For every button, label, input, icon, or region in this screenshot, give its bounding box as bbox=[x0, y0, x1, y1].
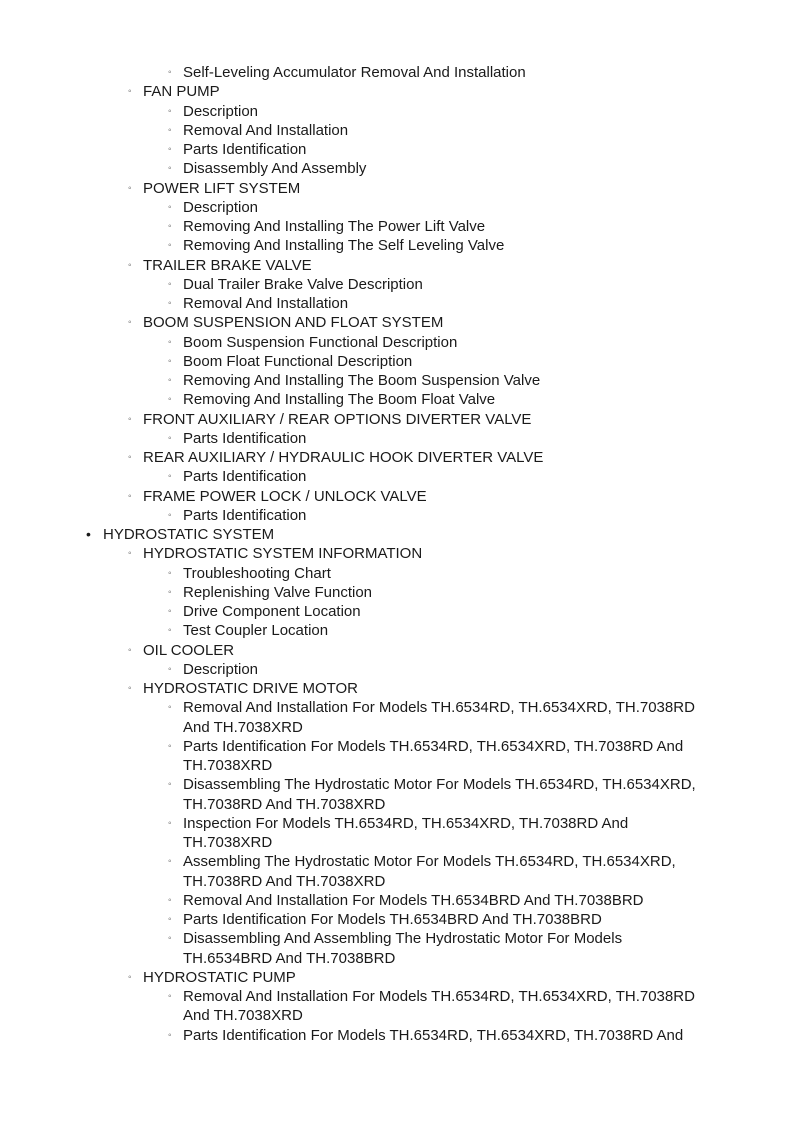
bullet-icon: ◦ bbox=[128, 490, 132, 502]
toc-entry-text: Dual Trailer Brake Valve Description bbox=[183, 275, 423, 293]
toc-subsection-item bbox=[0, 448, 794, 467]
bullet-icon: ◦ bbox=[168, 740, 172, 752]
toc-entry-text: Removal And Installation bbox=[183, 121, 349, 139]
bullet-icon: ◦ bbox=[168, 933, 172, 945]
toc-topic-item bbox=[0, 121, 794, 140]
bullet-icon: ◦ bbox=[128, 452, 132, 463]
toc-entry-text: HYDROSTATIC DRIVE MOTOR bbox=[143, 680, 359, 697]
toc-entry-text: REAR AUXILIARY / HYDRAULIC HOOK DIVERTER VALVE bbox=[143, 449, 544, 466]
bullet-icon: • bbox=[86, 526, 91, 542]
bullet-icon: ◦ bbox=[168, 991, 172, 1002]
toc-section-item bbox=[0, 525, 794, 544]
toc-entry-text: Assembling The Hydrostatic Motor For Models TH.6534RD, TH.6534XRD, bbox=[183, 853, 676, 871]
bullet-icon: ◦ bbox=[168, 1029, 172, 1041]
toc-entry-text: Boom Float Functional Description bbox=[183, 352, 413, 370]
toc-subsection-item bbox=[0, 968, 794, 987]
toc-topic-item bbox=[0, 217, 794, 236]
toc-entry-text-continued: TH.6534BRD And TH.7038BRD bbox=[183, 949, 396, 967]
toc-topic-item bbox=[0, 564, 794, 583]
toc-topic-item bbox=[0, 737, 794, 776]
toc-topic-item bbox=[0, 63, 794, 82]
toc-entry-text: FAN PUMP bbox=[143, 83, 220, 101]
bullet-icon: ◦ bbox=[168, 278, 172, 290]
toc-entry-text-continued: TH.7038RD And TH.7038XRD bbox=[183, 795, 386, 813]
toc-entry-text-continued: And TH.7038XRD bbox=[183, 1007, 303, 1025]
toc-subsection-item bbox=[0, 410, 794, 429]
toc-entry-text: FRAME POWER LOCK / UNLOCK VALVE bbox=[143, 487, 427, 505]
bullet-icon: ◦ bbox=[128, 644, 132, 656]
toc-entry-text: FRONT AUXILIARY / REAR OPTIONS DIVERTER VALVE bbox=[143, 410, 532, 428]
bullet-icon: ◦ bbox=[168, 567, 172, 579]
bullet-icon: ◦ bbox=[168, 163, 172, 175]
toc-entry-text: Parts Identification For Models TH.6534BRD And TH.7038BRD bbox=[183, 911, 602, 928]
toc-entry-text: Disassembling And Assembling The Hydrostatic Motor For Models bbox=[183, 930, 623, 948]
bullet-icon: ◦ bbox=[168, 355, 172, 367]
toc-entry-text: Description bbox=[183, 102, 259, 120]
bullet-icon: ◦ bbox=[168, 201, 172, 213]
toc-entry-text: Drive Component Location bbox=[183, 603, 361, 620]
bullet-icon: ◦ bbox=[168, 240, 172, 252]
toc-topic-item bbox=[0, 467, 794, 486]
bullet-icon: ◦ bbox=[168, 856, 172, 868]
toc-entry-text-continued: TH.7038XRD bbox=[183, 834, 273, 851]
bullet-icon: ◦ bbox=[168, 298, 172, 309]
toc-subsection-item bbox=[0, 641, 794, 660]
bullet-icon: ◦ bbox=[128, 971, 132, 983]
toc-entry-text: Removal And Installation For Models TH.6534RD, TH.6534XRD, TH.7038RD bbox=[183, 699, 695, 717]
toc-entry-text-continued: TH.7038RD And TH.7038XRD bbox=[183, 872, 386, 890]
toc-topic-item bbox=[0, 1026, 794, 1045]
toc-topic-item bbox=[0, 698, 794, 737]
toc-topic-item bbox=[0, 140, 794, 159]
toc-entry-text: Removing And Installing The Power Lift Valve bbox=[183, 218, 486, 235]
toc-entry-text: HYDROSTATIC SYSTEM bbox=[103, 526, 275, 543]
toc-entry-text: Replenishing Valve Function bbox=[183, 583, 373, 601]
toc-topic-item bbox=[0, 236, 794, 255]
toc-topic-item bbox=[0, 929, 794, 968]
bullet-icon: ◦ bbox=[168, 375, 172, 386]
toc-topic-item bbox=[0, 852, 794, 891]
toc-topic-item bbox=[0, 910, 794, 929]
bullet-icon: ◦ bbox=[168, 144, 172, 155]
toc-topic-item bbox=[0, 814, 794, 853]
toc-entry-text: TRAILER BRAKE VALVE bbox=[143, 256, 312, 274]
toc-topic-item bbox=[0, 621, 794, 640]
toc-entry-text: Parts Identification bbox=[183, 506, 307, 524]
bullet-icon: ◦ bbox=[128, 683, 132, 694]
bullet-icon: ◦ bbox=[168, 894, 172, 906]
toc-entry-text: Removal And Installation For Models TH.6534BRD And TH.7038BRD bbox=[183, 891, 644, 909]
toc-subsection-item bbox=[0, 544, 794, 563]
toc-subsection-item bbox=[0, 679, 794, 698]
toc-topic-item bbox=[0, 275, 794, 294]
bullet-icon: ◦ bbox=[128, 259, 132, 271]
toc-entry-text: Troubleshooting Chart bbox=[183, 564, 331, 582]
toc-entry-text: Removing And Installing The Boom Float Valve bbox=[183, 391, 496, 409]
bullet-icon: ◦ bbox=[168, 779, 172, 791]
toc-entry-text: Parts Identification bbox=[183, 468, 307, 486]
toc-entry-text-continued: TH.7038XRD bbox=[183, 757, 273, 774]
bullet-icon: ◦ bbox=[128, 86, 132, 98]
bullet-icon: ◦ bbox=[168, 586, 172, 598]
toc-topic-item bbox=[0, 333, 794, 352]
toc-entry-text: OIL COOLER bbox=[143, 641, 235, 659]
toc-topic-item bbox=[0, 891, 794, 910]
toc-topic-item bbox=[0, 429, 794, 448]
toc-entry-text: Boom Suspension Functional Description bbox=[183, 333, 458, 351]
toc-entry-text: HYDROSTATIC SYSTEM INFORMATION bbox=[143, 545, 423, 563]
toc-entry-text: Disassembling The Hydrostatic Motor For Models TH.6534RD, TH.6534XRD, bbox=[183, 776, 696, 794]
toc-entry-text: POWER LIFT SYSTEM bbox=[143, 179, 301, 197]
toc-entry-text: Parts Identification For Models TH.6534RD, TH.6534XRD, TH.7038RD And bbox=[183, 1026, 684, 1044]
toc-entry-text: Disassembly And Assembly bbox=[183, 160, 367, 178]
bullet-icon: ◦ bbox=[168, 606, 172, 617]
toc-topic-item bbox=[0, 159, 794, 178]
bullet-icon: ◦ bbox=[168, 702, 172, 714]
toc-topic-item bbox=[0, 775, 794, 814]
bullet-icon: ◦ bbox=[168, 105, 172, 117]
toc-entry-text: Removal And Installation bbox=[183, 295, 349, 312]
bullet-icon: ◦ bbox=[128, 182, 132, 194]
bullet-icon: ◦ bbox=[168, 221, 172, 232]
toc-topic-item bbox=[0, 352, 794, 371]
toc-topic-item bbox=[0, 390, 794, 409]
bullet-icon: ◦ bbox=[128, 548, 132, 560]
toc-entry-text: BOOM SUSPENSION AND FLOAT SYSTEM bbox=[143, 314, 444, 332]
toc-entry-text: HYDROSTATIC PUMP bbox=[143, 968, 296, 986]
toc-entry-text: Description bbox=[183, 198, 259, 216]
bullet-icon: ◦ bbox=[168, 625, 172, 637]
bullet-icon: ◦ bbox=[168, 471, 172, 483]
bullet-icon: ◦ bbox=[168, 817, 172, 829]
toc-subsection-item bbox=[0, 313, 794, 332]
toc-entry-text: Description bbox=[183, 660, 259, 678]
bullet-icon: ◦ bbox=[168, 663, 172, 675]
toc-entry-text-continued: And TH.7038XRD bbox=[183, 718, 303, 736]
toc-entry-text: Inspection For Models TH.6534RD, TH.6534XRD, TH.7038RD And bbox=[183, 814, 629, 832]
bullet-icon: ◦ bbox=[168, 67, 172, 78]
bullet-icon: ◦ bbox=[168, 432, 172, 444]
toc-entry-text: Removing And Installing The Boom Suspension Valve bbox=[183, 372, 541, 389]
toc-topic-item bbox=[0, 602, 794, 621]
toc-topic-item bbox=[0, 987, 794, 1026]
toc-subsection-item bbox=[0, 82, 794, 101]
toc-entry-text: Self-Leveling Accumulator Removal And Installation bbox=[183, 64, 526, 81]
toc-entry-text: Removal And Installation For Models TH.6534RD, TH.6534XRD, TH.7038RD bbox=[183, 988, 695, 1005]
bullet-icon: ◦ bbox=[168, 124, 172, 136]
toc-subsection-item bbox=[0, 256, 794, 275]
bullet-icon: ◦ bbox=[168, 394, 172, 406]
bullet-icon: ◦ bbox=[128, 413, 132, 425]
bullet-icon: ◦ bbox=[168, 509, 172, 521]
toc-entry-text: Test Coupler Location bbox=[183, 622, 329, 640]
toc-topic-item bbox=[0, 102, 794, 121]
toc-topic-item bbox=[0, 198, 794, 217]
toc-subsection-item bbox=[0, 179, 794, 198]
toc-topic-item bbox=[0, 583, 794, 602]
toc-entry-text: Parts Identification For Models TH.6534RD, TH.6534XRD, TH.7038RD And bbox=[183, 737, 684, 755]
toc-topic-item bbox=[0, 506, 794, 525]
toc-topic-item bbox=[0, 371, 794, 390]
table-of-contents bbox=[0, 63, 794, 1045]
toc-subsection-item bbox=[0, 487, 794, 506]
bullet-icon: ◦ bbox=[168, 914, 172, 925]
toc-entry-text: Parts Identification bbox=[183, 429, 307, 447]
toc-topic-item bbox=[0, 660, 794, 679]
bullet-icon: ◦ bbox=[128, 317, 132, 329]
toc-entry-text: Parts Identification bbox=[183, 141, 307, 158]
toc-topic-item bbox=[0, 294, 794, 313]
toc-entry-text: Removing And Installing The Self Leveling Valve bbox=[183, 237, 505, 255]
bullet-icon: ◦ bbox=[168, 336, 172, 348]
